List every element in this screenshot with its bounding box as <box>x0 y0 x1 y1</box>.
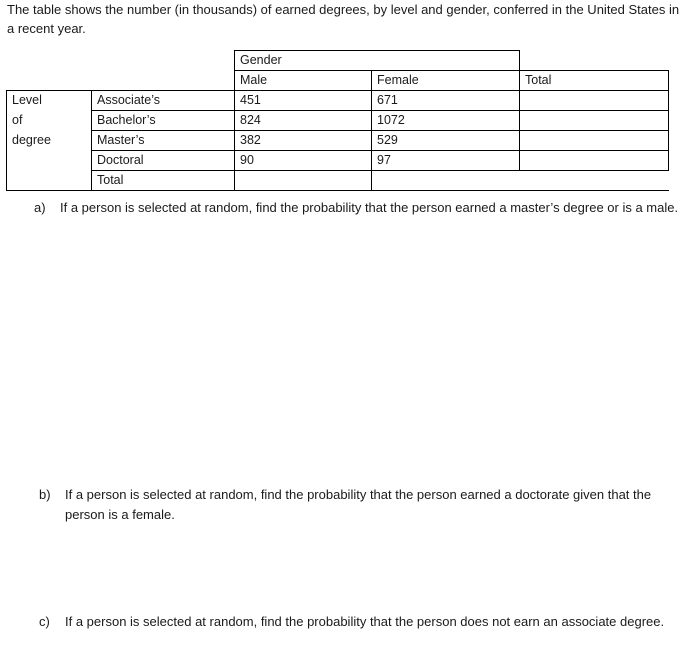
level-label: of <box>7 111 92 131</box>
total-cell <box>520 151 669 171</box>
total-cell <box>520 91 669 111</box>
question-text: If a person is selected at random, find the probability that the person earned a master’s degree or is a male. <box>60 200 679 215</box>
row-label: Doctoral <box>92 151 235 171</box>
problem-intro: The table shows the number (in thousands) of earned degrees, by level and gender, conferred in the United States in a recent year. <box>7 2 680 36</box>
degrees-table <box>6 50 669 191</box>
table-row-column-headers <box>7 71 669 91</box>
table-row <box>7 111 669 131</box>
female-total-cell <box>372 171 520 191</box>
male-cell: 824 <box>235 111 372 131</box>
male-cell: 382 <box>235 131 372 151</box>
table-row-gender-header <box>7 51 669 71</box>
question-text: If a person is selected at random, find the probability that the person does not earn an associate degree. <box>65 614 665 629</box>
female-cell: 1072 <box>372 111 520 131</box>
male-cell: 90 <box>235 151 372 171</box>
total-cell <box>520 111 669 131</box>
total-cell <box>520 131 669 151</box>
level-label: Level <box>7 91 92 111</box>
table-row-total <box>7 171 669 191</box>
total-header-cell: Total <box>520 71 669 91</box>
row-label: Bachelor’s <box>92 111 235 131</box>
female-header-cell: Female <box>372 71 520 91</box>
question-marker: a) <box>34 200 46 215</box>
male-total-cell <box>235 171 372 191</box>
male-cell: 451 <box>235 91 372 111</box>
row-label: Associate’s <box>92 91 235 111</box>
question-text: If a person is selected at random, find the probability that the person earned a doctorate given that the person is a female. <box>65 487 652 522</box>
female-cell: 529 <box>372 131 520 151</box>
female-cell: 671 <box>372 91 520 111</box>
total-row-label: Total <box>92 171 235 191</box>
question-marker: b) <box>39 487 51 502</box>
table-row <box>7 91 669 111</box>
table-row <box>7 131 669 151</box>
male-header-cell: Male <box>235 71 372 91</box>
row-label: Master’s <box>92 131 235 151</box>
gender-header-cell: Gender <box>235 51 520 71</box>
table-row <box>7 151 669 171</box>
level-label: degree <box>7 131 92 151</box>
question-marker: c) <box>39 614 50 629</box>
female-cell: 97 <box>372 151 520 171</box>
grand-total-cell <box>520 171 669 191</box>
